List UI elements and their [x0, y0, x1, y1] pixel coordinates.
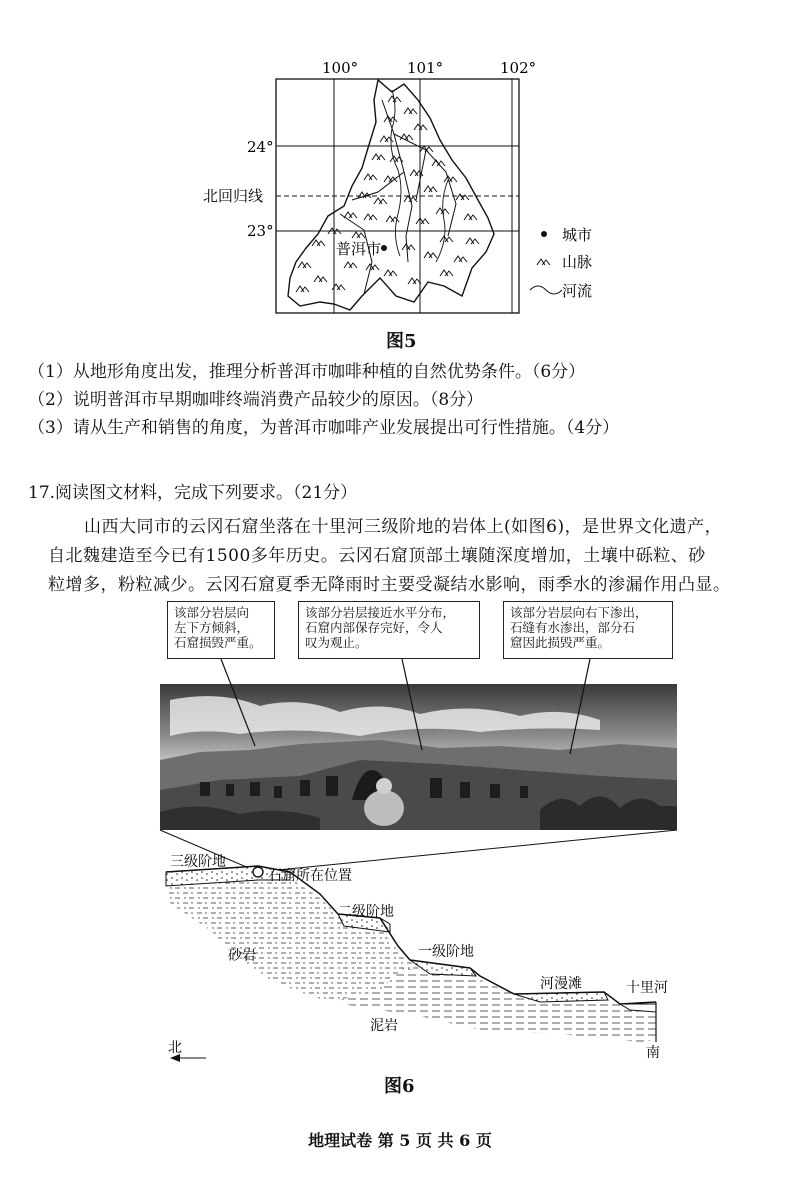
label-river: 十里河 [626, 980, 668, 996]
legend-river: 河流 [562, 282, 593, 300]
grottoes-photo [160, 684, 677, 830]
material-line-1: 山西大同市的云冈石窟坐落在十里河三级阶地的岩体上(如图6)，是世界文化遗产， [84, 517, 723, 537]
legend-city: 城市 [562, 226, 593, 244]
label-sandstone: 砂岩 [228, 948, 256, 964]
label-floodplain: 河漫滩 [540, 976, 582, 992]
question-17-heading: 17.阅读图文材料，完成下列要求。（21分） [28, 483, 358, 503]
callout-right: 该部分岩层向右下渗出， 石缝有水渗出，部分石 窟因此损毁严重。 [503, 601, 673, 659]
question-16-1: （1）从地形角度出发，推理分析普洱市咖啡种植的自然优势条件。（6分） [28, 362, 586, 382]
material-line-3: 粒增多，粉粒减少。云冈石窟夏季无降雨时主要受凝结水影响，雨季水的渗漏作用凸显。 [48, 575, 731, 595]
callout-middle: 该部分岩层接近水平分布， 石窟内部保存完好，令人 叹为观止。 [298, 601, 480, 659]
label-grotto-location: 石窟所在位置 [268, 868, 352, 884]
lon-label-100: 100° [322, 59, 359, 77]
page-footer: 地理试卷 第 5 页 共 6 页 [308, 1131, 492, 1150]
question-16-2: （2）说明普洱市早期咖啡终端消费产品较少的原因。（8分） [28, 390, 484, 410]
tropic-label: 北回归线 [203, 187, 264, 205]
label-north: 北 [168, 1040, 182, 1056]
lat-label-24: 24° [247, 138, 274, 156]
question-16-3: （3）请从生产和销售的角度，为普洱市咖啡产业发展提出可行性措施。（4分） [28, 418, 620, 438]
legend-mountain: 山脉 [562, 253, 593, 271]
material-line-2: 自北魏建造至今已有1500多年历史。云冈石窟顶部土壤随深度增加，土壤中砾粒、砂 [48, 546, 706, 566]
label-terrace-1: 一级阶地 [418, 944, 474, 960]
label-terrace-2: 二级阶地 [338, 904, 394, 920]
figure-6-caption: 图6 [384, 1076, 415, 1097]
lat-label-23: 23° [247, 222, 274, 240]
label-terrace-3: 三级阶地 [170, 854, 226, 870]
lon-label-101: 101° [407, 59, 444, 77]
label-mudstone: 泥岩 [370, 1018, 398, 1034]
grotto-location-marker [253, 867, 263, 877]
figure-5-caption: 图5 [386, 331, 417, 352]
lon-label-102: 102° [500, 59, 537, 77]
city-label: 普洱市 [336, 240, 382, 258]
callout-left: 该部分岩层向 左下方倾斜， 石窟损毁严重。 [167, 601, 275, 659]
label-south: 南 [646, 1045, 660, 1061]
